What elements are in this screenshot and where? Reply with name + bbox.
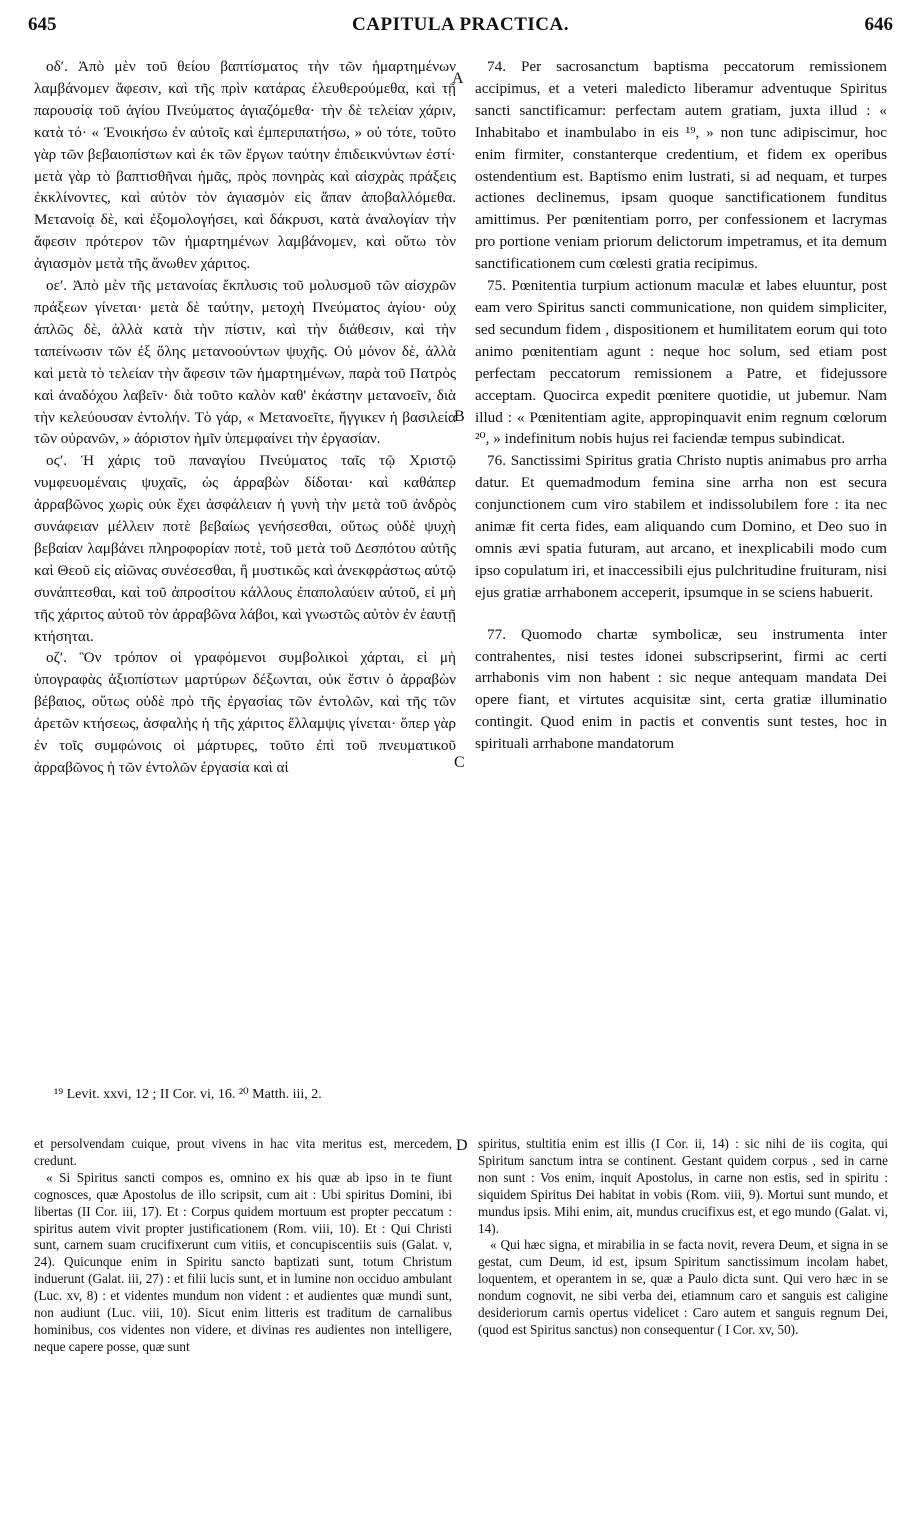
commentary-left-paragraph-2: « Si Spiritus sancti compos es, omnino ex his quæ ab ipso in te fiunt cognosces, quæ Apostolus de illo scripsit, cum ait : Ubi spiritus Domini, ibi libertas (II Cor. iii, 17). Et : Corpus quidem mortuum est propter peccatum : spiritus autem vivit propter justificationem (Rom. viii, 10). Et : Qui Christi sunt, carnem suam crucifixerunt cum vitiis, et concupiscentiis suis (Galat. v, 24). Quicunque enim in Spiritu sancto baptizati sunt, totum Christum induerunt (Galat. iii, 27) : et filii lucis sunt, et in lumine non occiduo ambulant (Luc. xv, 8) : et videntes mundum non vident : et audientes quæ mundi sunt, non audiunt (Luc. viii, 10). Sicut enim litteris est traditum de carnalibus hominibus, cos videntes non videre, et divinas res audientes non intelligere, neque capere posse, quæ sunt (34, 1169, 452, 1354)
greek-chapter-74: οδʹ. Ἀπὸ μὲν τοῦ θείου βαπτίσματος τὴν τῶν ἡμαρτημένων λαμβάνομεν ἄφεσιν, καὶ τῆς πρὶν κατάρας ἐλευθερούμεθα, καὶ τῇ παρουσίᾳ τοῦ ἁγίου Πνεύματος ἁγιαζόμεθα· τὴν δὲ τελείαν χάριν, κατὰ τό· « Ἐνοικήσω ἐν αὐτοῖς καὶ ἐμπεριπατήσω, » οὐ τότε, τοῦτο γὰρ τῶν βεβαιοπίστων καὶ ἐκ τῶν ἔργων ταύτην ἐπιδεικνύντων ἐστί· μετὰ γὰρ τὸ βαπτισθῆναι ἡμᾶς, πρὸς πονηρὰς καὶ αἰσχρὰς πράξεις ἐκκλίνοντες, καὶ αὐτὸν τὸν ἁγιασμὸν εἰς ἅπαν ἀποβαλλόμεθα. Μετανοίᾳ δὲ, καὶ ἐξομολογήσει, καὶ δάκρυσι, κατὰ ἀναλογίαν τὴν ἄφεσιν πρότερον τῶν ἡμαρτημένων λαμβάνομεν, καὶ οὕτω τὸν ἁγιασμὸν μετὰ τῆς ἄνωθεν χάριτος. (34, 58, 456, 273)
page-number-right: 646 (864, 14, 893, 35)
commentary-right-column (478, 1136, 888, 1339)
footnotes: ¹⁹ Levit. xxvi, 12 ; II Cor. vi, 16. ²⁰ Matth. iii, 2. (54, 1087, 322, 1102)
commentary-right-paragraph-1: spiritus, stultitia enim est illis (I Cor. ii, 14) : sic nihi de iis cogita, qui Spiritum sanctum intra se continent. Gestant quidem corpus , sed in carne non sunt : Vos enim, inquit Apostolus, in carne non estis, sed in spiritu : siquidem Spiritus Dei habitat in vobis (Rom. viii, 9). Mortui sunt mundo, et mundus ipsis. Mihi enim, ait, mundus crucifixus est, et ego mundo (Galat. vi, 14). (478, 1136, 888, 1236)
running-title: CAPITULA PRACTICA. (352, 14, 569, 35)
latin-chapter-75: 75. Pœnitentia turpium actionum maculæ et labes eluuntur, post eam vero Spiritus sancti communicatione, non quidem simpliciter, sed secundum fidem , dispositionem et humilitatem eorum qui toto animo pœnitentiam agunt : neque hoc solum, sed etiam post perfectam peccatorum remissionem a Patre, et fidejussore acceptam. Quocirca expedit pœnitere quotidie, ut jubemur. Nam illud : « Pœnitentiam agite, appropinquavit enim regnum cœlorum ²⁰, » indefinitum nobis hujus rei faciendæ tempus subindicat. (475, 277, 887, 448)
latin-chapter-74: 74. Per sacrosanctum baptisma peccatorum remissionem accipimus, et a veteri maledicto liberamur adventuque Spiritus sancti sanctificamur: perfectam autem gratiam, juxta illud : « Inhabitabo et inambulabo in eis ¹⁹, » non tunc adipiscimur, hoc enim firmiter, constanterque credentium, et fidem ex operibus ostendentium est. Baptismo enim lustrati, si ad nequam, et turpes actiones declinemus, ipsam quoque sanctificationem funditus amittimus. Per pœnitentiam porro, per confessionem et lacrymas pro portione veniam priorum delictorum impetramus, et ita demum sanctificationem cum cœlesti gratia recipimus. (475, 58, 887, 273)
paragraph-spacer (475, 604, 887, 624)
margin-marker-d: D (456, 1137, 468, 1154)
margin-marker-c: C (454, 754, 465, 771)
greek-chapter-75: οεʹ. Ἀπὸ μὲν τῆς μετανοίας ἔκπλυσις τοῦ μολυσμοῦ τῶν αἰσχρῶν πράξεων γίνεται· μετὰ δὲ ταύτην, μετοχὴ Πνεύματος ἁγίου· οὐχ ἁπλῶς δὲ, ἀλλὰ κατὰ τὴν πίστιν, καὶ τὴν διάθεσιν, καὶ τὴν ταπείνωσιν τῶν ἐξ ὅλης μετανοούντων ψυχῆς. Οὐ μόνον δὲ, ἀλλὰ καὶ μετὰ τὸ τελείαν τὴν ἄφεσιν τῶν ἡμαρτημένων, παρὰ τοῦ Πατρὸς καὶ ἀναδόχου λαβεῖν· διὰ τοῦτο καλὸν καθ' ἑκάστην μετανοεῖν, διὰ τὴν κελεύουσαν ἐντολήν. Τὸ γάρ, « Μετανοεῖτε, ἤγγικεν ἡ βασιλεία τῶν οὐρανῶν, » ἀόριστον ἡμῖν ὑπεμφαίνει τὴν ἐργασίαν. (34, 277, 456, 448)
commentary-right-paragraph-2: « Qui hæc signa, et mirabilia in se facta novit, revera Deum, et signa in se gestat, cum Deum, id est, ipsum Spiritum sanctissimum incolam habet, loquentem, et operantem in se, quæ a Paulo dicta sunt. Qui vero hæc in se nondum cognovit, ne sibi verba dei, etiamnum caro et sanguis est caligine desideriorum carnis opertus videlicet : Caro autem et sanguis regnum Dei, (quod est Spiritus sanctus) non consequentur ( I Cor. xv, 50). (478, 1237, 888, 1337)
greek-chapter-76: οϛʹ. Ἡ χάρις τοῦ παναγίου Πνεύματος ταῖς τῷ Χριστῷ νυμφευομέναις ψυχαῖς, ὡς ἀρραβὼν δίδοται· καὶ καθάπερ ἀρραβῶνος χωρὶς οὐκ ἔχει ἀσφάλειαν ἡ γυνὴ τὴν μετὰ τοῦ ἀνδρὸς συνάφειαν μέλλειν ποτὲ βεβαίως γενήσεσθαι, οὕτως οὐδὲ ψυχὴ βεβαίαν λαμβάνει πληροφορίαν ποτὲ, τοῦ μετὰ τοῦ Δεσπότου αὐτῆς καὶ Θεοῦ εἰς αἰῶνας συνέσεσθαι, ἢ μυστικῶς καὶ ἀνεκφράστως αὐτῷ συνάπτεσθαι, καὶ τοῦ ἀπροσίτου κάλλους ἐπαπολαύειν αὐτοῦ, εἰ μὴ τῆς χάριτος αὐτοῦ τὸν ἀρραβῶνα λάβοι, καὶ γνωστῶς αὐτὸν ἐν ἑαυτῇ κτήσηται. (34, 452, 456, 645)
latin-column (475, 56, 887, 755)
greek-chapter-77: οζʹ. Ὃν τρόπον οἱ γραφόμενοι συμβολικοὶ χάρται, εἰ μὴ ὑπογραφὰς ἀξιοπίστων μαρτύρων δέξωνται, οὐκ ἔστιν ὁ ἀρραβὼν βέβαιος, οὕτως οὐδὲ πρὸ τῆς ἐργασίας τῶν ἐντολῶν, καὶ τῆς τῶν ἀρετῶν κτήσεως, ἀσφαλὴς ἡ τῆς χάριτος ἔλλαμψις γίνεται· ὅπερ γὰρ ἐν τοῖς συμφώνοις οἱ μάρτυρες, τοῦτο ἐπὶ τοῦ πνευματικοῦ ἀρραβῶνος ἡ τῶν ἐντολῶν ἐργασία καὶ αἱ (34, 649, 456, 776)
margin-marker-b: B (454, 408, 465, 425)
commentary-left-paragraph-1: et persolvendam cuique, prout vivens in hac vita meritus est, mercedem, credunt. (34, 1136, 452, 1168)
latin-chapter-77: 77. Quomodo chartæ symbolicæ, seu instrumenta inter contrahentes, nisi testes idonei subscripserint, firmi ac certi arrhabonis vim non habent : sic neque antequam mandata Dei opere fiant, et virtutes acquisitæ sint, certa gratiæ illuminatio contingit. Quod enim in pactis et conventis sunt testes, hoc in spirituali arrhabone mandatorum (475, 625, 887, 753)
margin-marker-a: A (452, 70, 464, 87)
greek-column (34, 56, 456, 779)
latin-chapter-76: 76. Sanctissimi Spiritus gratia Christo nuptis animabus pro arrha datur. Et quemadmodum femina sine arrha non est secura conjunctionem cum viro stabilem et indissolubilem fore : ita nec animæ fit certa fides, eam aliquando cum Domino, et Deo suo in omnis ævi spatia futuram, aut arcano, et inexplicabili modo cum ipso copulatum iri, et inaccessibili ejus pulchritudine fruituram, nisi ejus gratiæ arrhabonem acceperit, ipsumque in se sciens habuerit. (475, 452, 887, 601)
page-header (28, 14, 893, 40)
commentary-left-column (34, 1136, 452, 1356)
page-number-left: 645 (28, 14, 57, 35)
